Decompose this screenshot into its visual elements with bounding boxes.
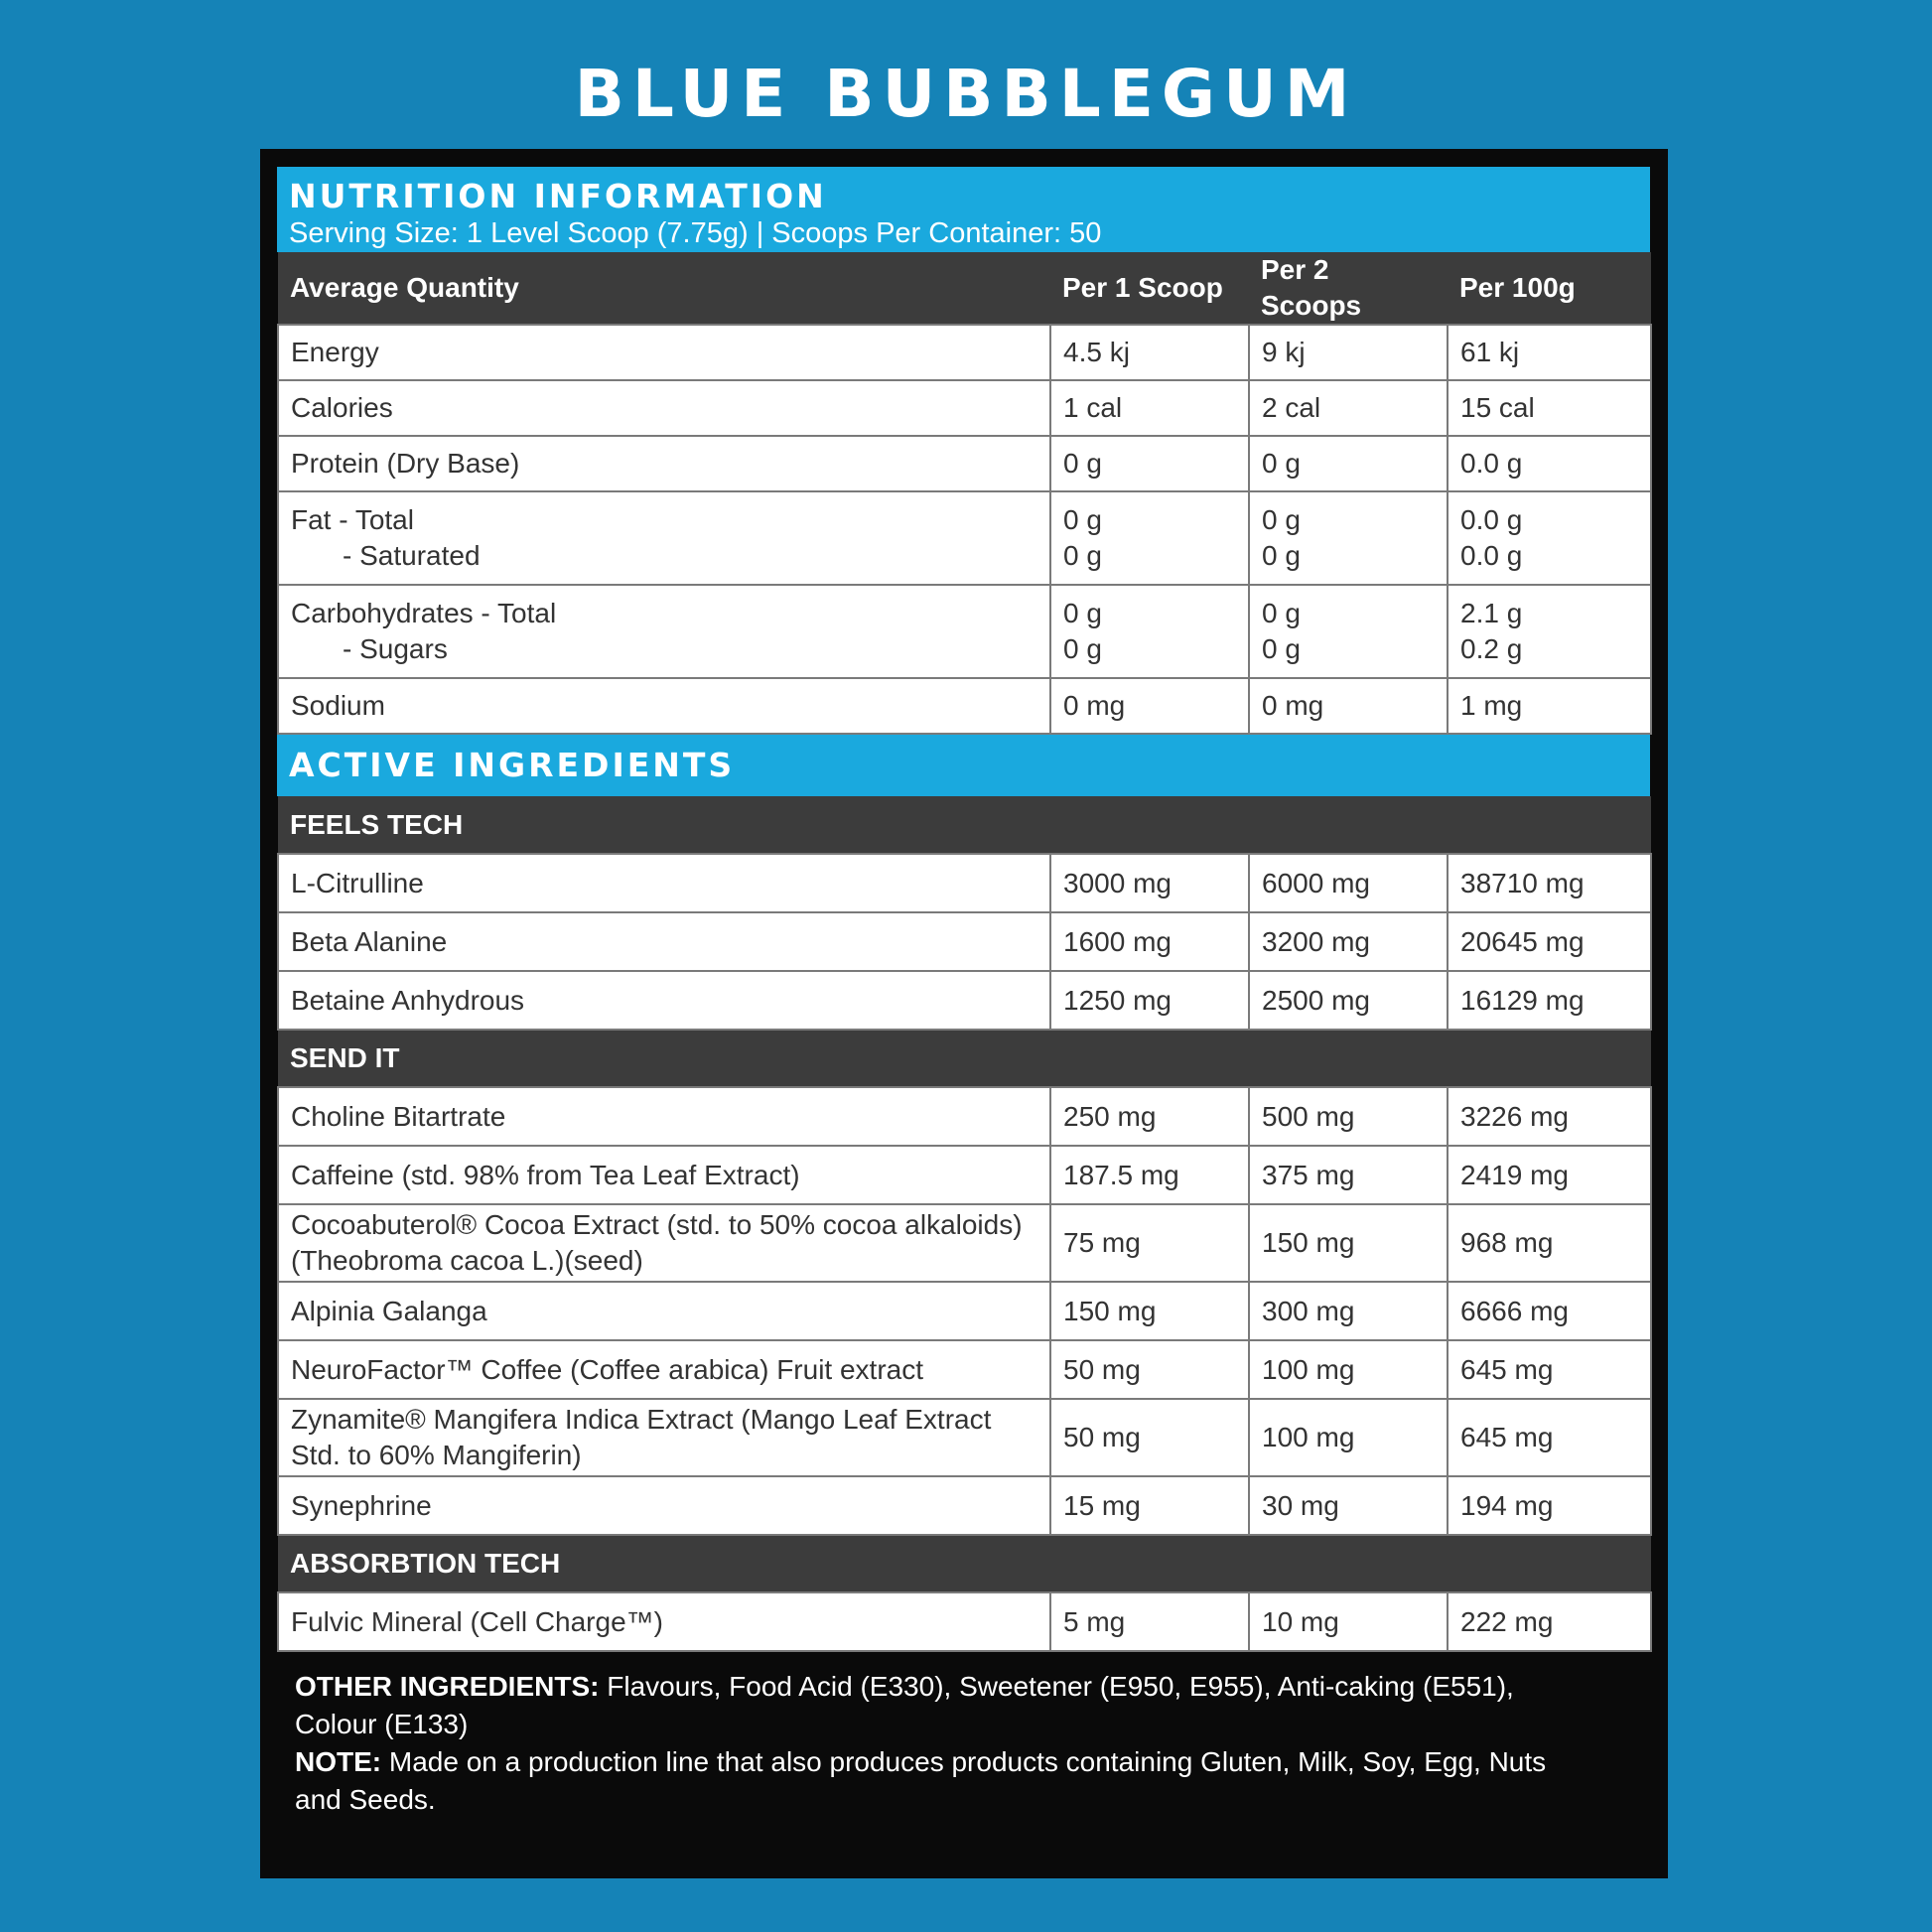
allergen-note xyxy=(295,1743,1576,1819)
table-row xyxy=(278,678,1651,734)
per-1-scoop-cell xyxy=(1050,491,1249,585)
per-100g-cell xyxy=(1448,585,1651,678)
nutrient-name: Carbohydrates - Total xyxy=(291,598,557,628)
nutrition-header xyxy=(277,167,1650,252)
per-1-scoop-value: 0 g xyxy=(1063,598,1102,628)
per-1-scoop-value: 1250 mg xyxy=(1050,971,1249,1030)
sub-nutrient-name: - Sugars xyxy=(343,633,448,664)
table-row xyxy=(278,1087,1651,1146)
per-100g-value: 645 mg xyxy=(1448,1340,1651,1399)
note-text: Made on a production line that also produces products containing Gluten, Milk, Soy, Egg, Nuts and Seeds. xyxy=(295,1746,1547,1815)
serving-info: Serving Size: 1 Level Scoop (7.75g) | Scoops Per Container: 50 xyxy=(289,217,1102,249)
per-2-scoops-value: 10 mg xyxy=(1249,1592,1448,1651)
per-1-scoop-value: 150 mg xyxy=(1050,1282,1249,1340)
per-100g-cell xyxy=(1448,491,1651,585)
per-2-scoops-value: 100 mg xyxy=(1249,1399,1448,1476)
column-header: Per 2 Scoops xyxy=(1249,252,1448,325)
per-1-scoop-value: 75 mg xyxy=(1050,1204,1249,1282)
per-2-scoops-cell xyxy=(1249,585,1448,678)
table-row xyxy=(278,1204,1651,1282)
table-row xyxy=(278,1282,1651,1340)
table-row xyxy=(278,380,1651,436)
per-2-scoops-value: 3200 mg xyxy=(1249,912,1448,971)
ingredient-name: Betaine Anhydrous xyxy=(278,971,1050,1030)
nutrient-cell xyxy=(278,585,1050,678)
per-2-scoops-value: 0 mg xyxy=(1249,678,1448,734)
table-row xyxy=(278,1476,1651,1535)
table-row xyxy=(278,1592,1651,1651)
per-100g-value: 16129 mg xyxy=(1448,971,1651,1030)
per-100g-value: 222 mg xyxy=(1448,1592,1651,1651)
per-2-scoops-value: 100 mg xyxy=(1249,1340,1448,1399)
per-2-scoops-cell xyxy=(1249,491,1448,585)
table-row xyxy=(278,436,1651,491)
other-ingredients-label: OTHER INGREDIENTS: xyxy=(295,1671,600,1702)
sub-nutrient-name: - Saturated xyxy=(343,540,481,571)
per-1-scoop-value: 0 g xyxy=(1063,504,1102,535)
nutrient-name: Protein (Dry Base) xyxy=(278,436,1050,491)
section-title: FEELS TECH xyxy=(278,796,1651,854)
nutrient-name: Calories xyxy=(278,380,1050,436)
per-100g-value: 15 cal xyxy=(1448,380,1651,436)
panel-inner xyxy=(277,167,1650,1819)
per-2-scoops-value: 0 g xyxy=(1249,436,1448,491)
active-ingredients-header xyxy=(277,735,1650,796)
per-100g-value: 194 mg xyxy=(1448,1476,1651,1535)
per-1-scoop-sub-value: 0 g xyxy=(1063,540,1102,571)
ingredient-name: Alpinia Galanga xyxy=(278,1282,1050,1340)
per-100g-value: 38710 mg xyxy=(1448,854,1651,912)
per-100g-value: 0.0 g xyxy=(1448,436,1651,491)
nutrient-name: Sodium xyxy=(278,678,1050,734)
per-1-scoop-value: 50 mg xyxy=(1050,1340,1249,1399)
per-1-scoop-value: 5 mg xyxy=(1050,1592,1249,1651)
per-2-scoops-value: 30 mg xyxy=(1249,1476,1448,1535)
per-100g-value: 1 mg xyxy=(1448,678,1651,734)
table-row xyxy=(278,1340,1651,1399)
per-2-scoops-value: 9 kj xyxy=(1249,325,1448,380)
ingredient-name: Synephrine xyxy=(278,1476,1050,1535)
table-row xyxy=(278,325,1651,380)
per-2-scoops-value: 2 cal xyxy=(1249,380,1448,436)
per-2-scoops-value: 500 mg xyxy=(1249,1087,1448,1146)
per-2-scoops-value: 6000 mg xyxy=(1249,854,1448,912)
other-ingredients xyxy=(295,1668,1576,1743)
column-header: Average Quantity xyxy=(278,252,1050,325)
section-header-send-it xyxy=(278,1030,1651,1087)
note-label: NOTE: xyxy=(295,1746,382,1777)
per-1-scoop-value: 3000 mg xyxy=(1050,854,1249,912)
section-header-absorbtion-tech xyxy=(278,1535,1651,1592)
per-100g-value: 2419 mg xyxy=(1448,1146,1651,1204)
product-title: BLUE BUBBLEGUM xyxy=(574,56,1358,132)
per-2-scoops-value: 300 mg xyxy=(1249,1282,1448,1340)
ingredient-name: Caffeine (std. 98% from Tea Leaf Extract) xyxy=(278,1146,1050,1204)
table-row xyxy=(278,585,1651,678)
per-2-scoops-value: 2500 mg xyxy=(1249,971,1448,1030)
table-row xyxy=(278,854,1651,912)
per-1-scoop-value: 1600 mg xyxy=(1050,912,1249,971)
per-1-scoop-value: 187.5 mg xyxy=(1050,1146,1249,1204)
nutrient-cell xyxy=(278,491,1050,585)
per-2-scoops-value: 375 mg xyxy=(1249,1146,1448,1204)
per-2-scoops-sub-value: 0 g xyxy=(1262,633,1301,664)
ingredient-name: Fulvic Mineral (Cell Charge™) xyxy=(278,1592,1050,1651)
column-header: Per 100g xyxy=(1448,252,1651,325)
per-1-scoop-value: 50 mg xyxy=(1050,1399,1249,1476)
table-row xyxy=(278,912,1651,971)
nutrition-panel xyxy=(260,149,1668,1878)
per-100g-value: 3226 mg xyxy=(1448,1087,1651,1146)
per-100g-sub-value: 0.0 g xyxy=(1460,540,1523,571)
section-title: SEND IT xyxy=(278,1030,1651,1087)
nutrition-table xyxy=(277,252,1652,735)
per-1-scoop-value: 0 g xyxy=(1050,436,1249,491)
per-100g-value: 968 mg xyxy=(1448,1204,1651,1282)
table-row xyxy=(278,971,1651,1030)
per-1-scoop-value: 4.5 kj xyxy=(1050,325,1249,380)
ingredient-name: Choline Bitartrate xyxy=(278,1087,1050,1146)
per-100g-value: 6666 mg xyxy=(1448,1282,1651,1340)
active-ingredients-table xyxy=(277,796,1652,1652)
per-1-scoop-value: 1 cal xyxy=(1050,380,1249,436)
per-2-scoops-value: 0 g xyxy=(1262,598,1301,628)
table-row xyxy=(278,491,1651,585)
per-100g-value: 645 mg xyxy=(1448,1399,1651,1476)
nutrition-heading: NUTRITION INFORMATION xyxy=(289,177,827,215)
per-100g-sub-value: 0.2 g xyxy=(1460,633,1523,664)
section-header-feels-tech xyxy=(278,796,1651,854)
nutrient-name: Energy xyxy=(278,325,1050,380)
other-ingredients-text: Flavours, Food Acid (E330), Sweetener (E950, E955), Anti-caking (E551), Colour (E133) xyxy=(295,1671,1514,1739)
per-2-scoops-sub-value: 0 g xyxy=(1262,540,1301,571)
per-1-scoop-sub-value: 0 g xyxy=(1063,633,1102,664)
per-1-scoop-cell xyxy=(1050,585,1249,678)
per-100g-value: 20645 mg xyxy=(1448,912,1651,971)
per-2-scoops-value: 150 mg xyxy=(1249,1204,1448,1282)
nutrient-name: Fat - Total xyxy=(291,504,414,535)
column-header: Per 1 Scoop xyxy=(1050,252,1249,325)
per-2-scoops-value: 0 g xyxy=(1262,504,1301,535)
ingredient-name: L-Citrulline xyxy=(278,854,1050,912)
per-1-scoop-value: 15 mg xyxy=(1050,1476,1249,1535)
per-1-scoop-value: 0 mg xyxy=(1050,678,1249,734)
ingredient-name: Beta Alanine xyxy=(278,912,1050,971)
footer-notes xyxy=(277,1668,1576,1819)
per-100g-value: 61 kj xyxy=(1448,325,1651,380)
table-row xyxy=(278,1146,1651,1204)
section-title: ABSORBTION TECH xyxy=(278,1535,1651,1592)
ingredient-name: Zynamite® Mangifera Indica Extract (Mango Leaf Extract Std. to 60% Mangiferin) xyxy=(278,1399,1050,1476)
table-header-row xyxy=(278,252,1651,325)
per-1-scoop-value: 250 mg xyxy=(1050,1087,1249,1146)
ingredient-name: NeuroFactor™ Coffee (Coffee arabica) Fruit extract xyxy=(278,1340,1050,1399)
table-row xyxy=(278,1399,1651,1476)
per-100g-value: 0.0 g xyxy=(1460,504,1523,535)
per-100g-value: 2.1 g xyxy=(1460,598,1523,628)
ingredient-name: Cocoabuterol® Cocoa Extract (std. to 50% cocoa alkaloids) (Theobroma cacoa L.)(seed) xyxy=(278,1204,1050,1282)
active-ingredients-heading: ACTIVE INGREDIENTS xyxy=(289,746,736,784)
